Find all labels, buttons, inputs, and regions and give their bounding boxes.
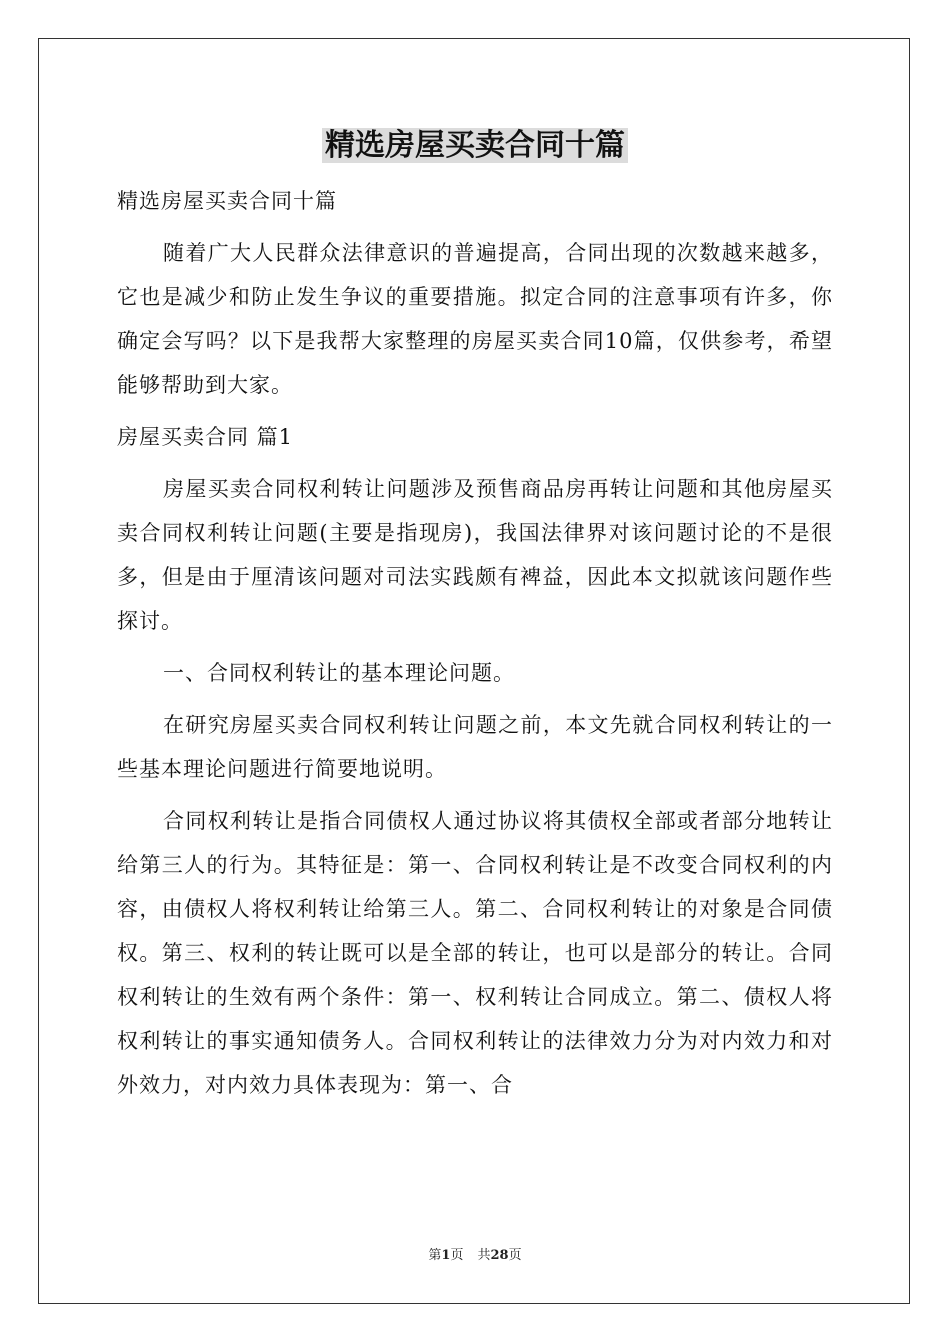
page-number: 1 xyxy=(441,1248,451,1263)
total-pages: 28 xyxy=(490,1248,509,1263)
body-paragraph: 合同权利转让是指合同债权人通过协议将其债权全部或者部分地转让给第三人的行为。其特征是：第一、合同权利转让是不改变合同权利的内容，由债权人将权利转让给第三人。第二、合同权利转让的对象是合同债权。第三、权利的转让既可以是全部的转让，也可以是部分的转让。合同权利转让的生效有两个条件：第一、权利转让合同成立。第二、债权人将权利转让的事实通知债务人。合同权利转让的法律效力分为对内效力和对外效力，对内效力具体表现为：第一、合 xyxy=(117,809,833,1097)
subtitle-line: 精选房屋买卖合同十篇 xyxy=(117,189,337,213)
total-prefix: 共 xyxy=(477,1248,491,1263)
document-title-text: 精选房屋买卖合同十篇 xyxy=(322,128,628,163)
body-paragraph: 房屋买卖合同权利转让问题涉及预售商品房再转让问题和其他房屋买卖合同权利转让问题(主要是指现房)，我国法律界对该问题讨论的不是很多，但是由于厘清该问题对司法实践颇有裨益，因此本文拟就该问题作些探讨。 xyxy=(117,477,833,633)
page-footer xyxy=(0,1246,950,1266)
intro-paragraph: 随着广大人民群众法律意识的普遍提高，合同出现的次数越来越多，它也是减少和防止发生争议的重要措施。拟定合同的注意事项有许多，你确定会写吗？以下是我帮大家整理的房屋买卖合同10篇，仅供参考，希望能够帮助到大家。 xyxy=(117,241,833,397)
page-suffix: 页 xyxy=(450,1248,464,1263)
document-body xyxy=(117,179,833,1107)
total-suffix: 页 xyxy=(508,1248,522,1263)
subsection-heading: 一、合同权利转让的基本理论问题。 xyxy=(163,661,515,685)
body-paragraph: 在研究房屋买卖合同权利转让问题之前，本文先就合同权利转让的一些基本理论问题进行简要地说明。 xyxy=(117,713,833,781)
page-prefix: 第 xyxy=(428,1248,442,1263)
document-title xyxy=(0,124,950,168)
section-heading: 房屋买卖合同 篇1 xyxy=(117,425,294,449)
